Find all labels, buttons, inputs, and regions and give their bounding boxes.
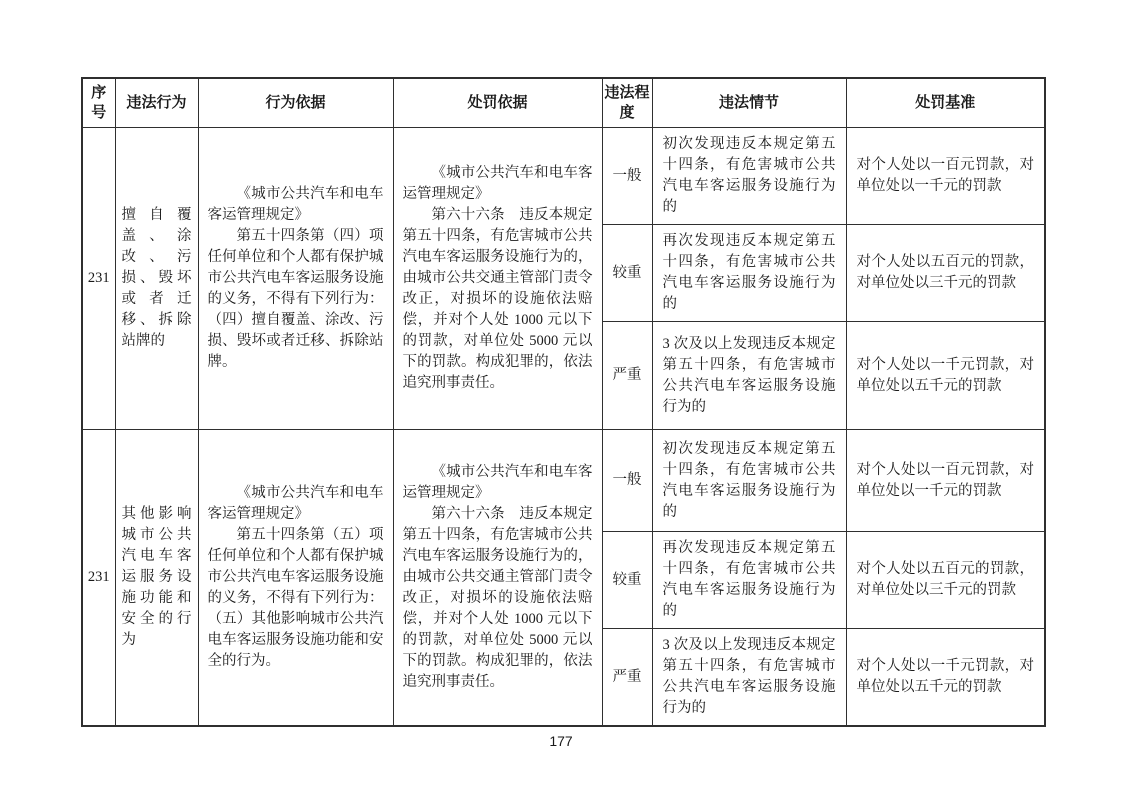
header-seq: 序号	[82, 78, 115, 128]
seq-cell: 231	[82, 128, 115, 430]
degree-level-cell: 严重	[602, 629, 652, 727]
penalty-basis-title: 《城市公共汽车和电车客运管理规定》	[402, 165, 593, 202]
header-penalty-standard: 处罚基准	[846, 78, 1045, 128]
degree-level-cell: 严重	[602, 322, 652, 430]
circumstance-cell: 3 次及以上发现违反本规定第五十四条，有危害城市公共汽电车客运服务设施行为的	[652, 629, 846, 727]
penalty-basis-text: 第六十六条 违反本规定第五十四条，有危害城市公共汽电车客运服务设施行为的，由城市公共交通主管部门责令改正，对损坏的设施依法赔偿，并对个人处 1000 元以下的罚款，对单位处 5000 元以下的罚款。构成犯罪的，依法追究刑事责任。	[402, 506, 593, 690]
illegal-behavior-cell: 其他影响城市公共汽电车客运服务设施功能和安全的行为	[115, 430, 198, 727]
degree-level-cell: 较重	[602, 225, 652, 322]
penalty-standard-cell: 对个人处以一千元罚款，对单位处以五千元的罚款	[846, 322, 1045, 430]
penalty-standards-table	[81, 77, 1046, 727]
header-violation-degree: 违法程度	[602, 78, 652, 128]
header-violation-circumstance: 违法情节	[652, 78, 846, 128]
degree-level-cell: 一般	[602, 430, 652, 532]
behavior-basis-text: 第五十四条第（五）项 任何单位和个人都有保护城市公共汽电车客运服务设施的义务，不得有下列行为：（五）其他影响城市公共汽电车客运服务设施功能和安全的行为。	[207, 527, 384, 669]
penalty-basis-title: 《城市公共汽车和电车客运管理规定》	[402, 464, 593, 501]
table-header-row	[82, 78, 1045, 128]
penalty-standard-cell: 对个人处以一百元罚款，对单位处以一千元的罚款	[846, 430, 1045, 532]
degree-level-cell: 一般	[602, 128, 652, 225]
illegal-behavior-cell: 擅自覆盖、涂改、污损、毁坏或者迁移、拆除站牌的	[115, 128, 198, 430]
behavior-basis-cell	[198, 128, 393, 430]
circumstance-cell: 初次发现违反本规定第五十四条，有危害城市公共汽电车客运服务设施行为的	[652, 128, 846, 225]
penalty-standard-cell: 对个人处以一千元罚款，对单位处以五千元的罚款	[846, 629, 1045, 727]
penalty-standard-cell: 对个人处以一百元罚款，对单位处以一千元的罚款	[846, 128, 1045, 225]
circumstance-cell: 3 次及以上发现违反本规定第五十四条，有危害城市公共汽电车客运服务设施行为的	[652, 322, 846, 430]
header-penalty-basis: 处罚依据	[393, 78, 602, 128]
behavior-basis-text: 第五十四条第（四）项 任何单位和个人都有保护城市公共汽电车客运服务设施的义务，不得有下列行为：（四）擅自覆盖、涂改、污损、毁坏或者迁移、拆除站牌。	[207, 228, 384, 370]
penalty-standard-cell: 对个人处以五百元的罚款，对单位处以三千元的罚款	[846, 225, 1045, 322]
table-row	[82, 430, 1045, 532]
penalty-basis-cell	[393, 430, 602, 727]
page-number: 177	[549, 733, 573, 749]
penalty-standard-cell: 对个人处以五百元的罚款，对单位处以三千元的罚款	[846, 532, 1045, 629]
seq-cell: 231	[82, 430, 115, 727]
behavior-basis-cell	[198, 430, 393, 727]
penalty-basis-cell	[393, 128, 602, 430]
circumstance-cell: 再次发现违反本规定第五十四条，有危害城市公共汽电车客运服务设施行为的	[652, 225, 846, 322]
table-row	[82, 128, 1045, 225]
circumstance-cell: 初次发现违反本规定第五十四条，有危害城市公共汽电车客运服务设施行为的	[652, 430, 846, 532]
circumstance-cell: 再次发现违反本规定第五十四条，有危害城市公共汽电车客运服务设施行为的	[652, 532, 846, 629]
behavior-basis-title: 《城市公共汽车和电车客运管理规定》	[207, 485, 384, 522]
header-illegal-behavior: 违法行为	[115, 78, 198, 128]
penalty-basis-text: 第六十六条 违反本规定第五十四条，有危害城市公共汽电车客运服务设施行为的，由城市公共交通主管部门责令改正，对损坏的设施依法赔偿，并对个人处 1000 元以下的罚款，对单位处 5000 元以下的罚款。构成犯罪的，依法追究刑事责任。	[402, 207, 593, 391]
header-behavior-basis: 行为依据	[198, 78, 393, 128]
degree-level-cell: 较重	[602, 532, 652, 629]
behavior-basis-title: 《城市公共汽车和电车客运管理规定》	[207, 186, 384, 223]
